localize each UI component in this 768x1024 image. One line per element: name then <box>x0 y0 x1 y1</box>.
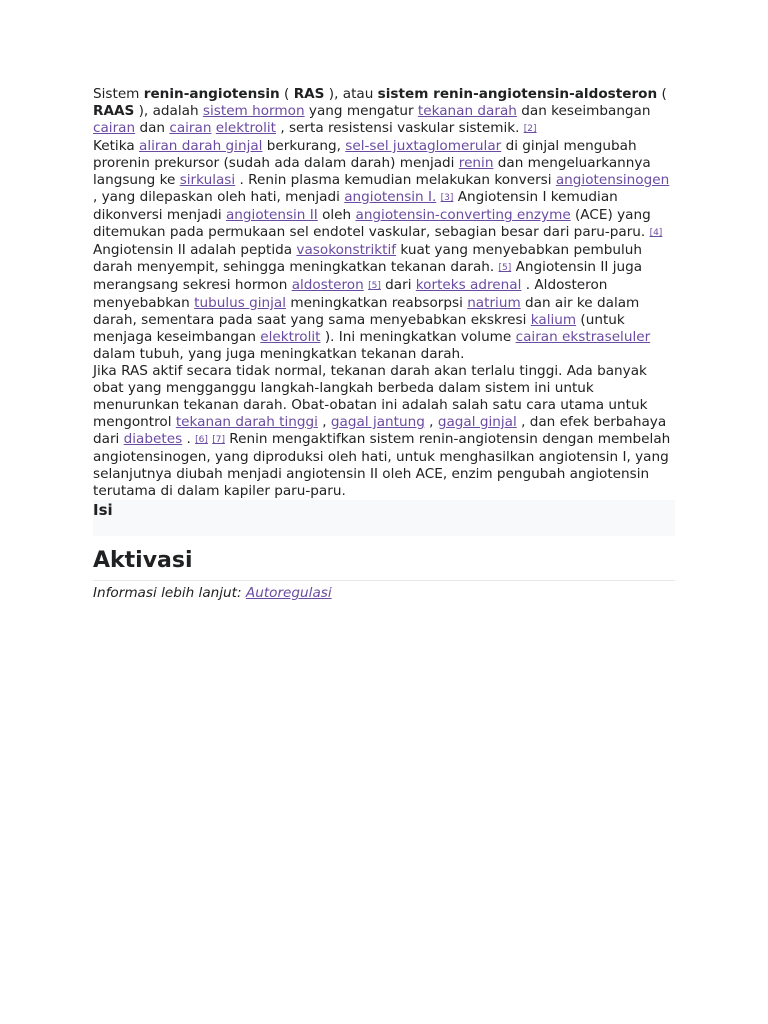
text-run: , yang dilepaskan oleh hati, menjadi <box>93 189 345 205</box>
inline-link[interactable]: diabetes <box>123 431 183 447</box>
text-run: ), atau <box>324 86 378 102</box>
text-run: di ginjal mengubah prorenin prekursor (sudah ada dalam darah) menjadi <box>93 138 637 171</box>
inline-link[interactable]: aliran darah ginjal <box>139 138 263 154</box>
inline-link[interactable]: cairan <box>93 120 136 136</box>
text-run: yang mengatur <box>304 103 418 119</box>
text-run: , <box>424 414 438 430</box>
text-run: meningkatkan reabsorpsi <box>286 295 468 311</box>
inline-link[interactable]: gagal ginjal <box>437 414 517 430</box>
text-run: berkurang, <box>262 138 346 154</box>
text-run: Angiotensin II adalah peptida <box>93 242 297 258</box>
inline-link[interactable]: cairan ekstraseluler <box>515 329 651 345</box>
citation-link[interactable]: [4] <box>649 228 663 238</box>
text-run: . Aldosteron menyebabkan <box>93 277 608 311</box>
inline-link[interactable]: elektrolit <box>260 329 321 345</box>
text-run: . Renin plasma kemudian melakukan konversi <box>235 172 556 188</box>
paragraph-mechanism <box>93 138 675 363</box>
inline-link[interactable]: korteks adrenal <box>415 277 522 293</box>
text-run: dan keseimbangan <box>516 103 651 119</box>
text-run: . <box>182 431 196 447</box>
text-run: , serta resistensi vaskular sistemik. <box>276 120 524 136</box>
text-run: Angiotensin II juga merangsang sekresi hormon <box>93 259 643 293</box>
paragraph-clinical <box>93 363 675 500</box>
inline-link[interactable]: cairan <box>169 120 212 136</box>
inline-link[interactable]: angiotensin I. <box>344 189 437 205</box>
inline-link[interactable]: sel-sel juxtaglomerular <box>345 138 502 154</box>
inline-link[interactable]: renin <box>458 155 494 171</box>
inline-link[interactable]: tekanan darah <box>417 103 517 119</box>
inline-link[interactable]: tubulus ginjal <box>194 295 287 311</box>
bold-term: sistem renin-angiotensin-aldosteron <box>377 86 658 102</box>
text-run: (untuk menjaga keseimbangan <box>93 312 625 345</box>
text-run: kuat yang menyebabkan pembuluh darah menyempit, sehingga meningkatkan tekanan darah. <box>93 242 642 275</box>
text-run: , dan efek berbahaya dari <box>93 414 667 447</box>
inline-link[interactable]: natrium <box>467 295 521 311</box>
hatnote-prefix: Informasi lebih lanjut: <box>93 585 246 601</box>
text-run: dan mengeluarkannya langsung ke <box>93 155 651 188</box>
inline-link[interactable]: angiotensinogen <box>555 172 670 188</box>
citation-link[interactable]: [5] <box>498 263 512 273</box>
inline-link[interactable]: vasokonstriktif <box>296 242 397 258</box>
inline-link[interactable]: angiotensin-converting enzyme <box>355 207 571 223</box>
bold-term: RAS <box>293 86 325 102</box>
paragraph-intro <box>93 86 675 138</box>
inline-link[interactable]: kalium <box>530 312 577 328</box>
text-run: , <box>317 414 331 430</box>
text-run: dan <box>135 120 170 136</box>
inline-link[interactable]: gagal jantung <box>330 414 425 430</box>
text-run: dan air ke dalam darah, sementara pada saat yang sama menyebabkan ekskresi <box>93 295 640 328</box>
inline-link[interactable]: sistem hormon <box>202 103 305 119</box>
inline-link[interactable]: sirkulasi <box>179 172 236 188</box>
hatnote <box>93 584 675 602</box>
text-run: Sistem <box>93 86 144 102</box>
hatnote-link[interactable]: Autoregulasi <box>245 585 332 601</box>
bold-term: renin-angiotensin <box>143 86 280 102</box>
text-run: dalam tubuh, yang juga meningkatkan tekanan darah. <box>93 346 465 362</box>
citation-link[interactable]: [6] <box>195 435 208 445</box>
citation-link[interactable]: [3] <box>440 193 454 203</box>
text-run: Renin mengaktifkan sistem renin-angiotensin dengan membelah angiotensinogen, yang diproduksi oleh hati, untuk menghasilkan angiotensin I, yang selanjutnya diubah menjadi angiotensin II oleh ACE, enzim pengubah angiotensin terutama di dalam kapiler paru-paru. <box>93 431 671 499</box>
section-heading: Aktivasi <box>93 546 675 581</box>
text-run: Angiotensin I kemudian dikonversi menjadi <box>93 189 618 223</box>
inline-link[interactable]: aldosteron <box>291 277 364 293</box>
text-run: oleh <box>317 207 356 223</box>
text-run: ). Ini meningkatkan volume <box>320 329 516 345</box>
text-run: Ketika <box>93 138 139 154</box>
bold-term: RAAS <box>93 103 135 119</box>
text-run: Jika RAS aktif secara tidak normal, tekanan darah akan terlalu tinggi. Ada banyak obat yang mengganggu langkah-langkah berbeda dalam sistem ini untuk menurunkan tekanan darah. Obat-obatan ini adalah salah satu cara utama untuk mengontrol <box>93 363 648 430</box>
text-run: ( <box>657 86 667 102</box>
text-run: dari <box>380 277 416 293</box>
article-body <box>93 86 675 602</box>
citation-link[interactable]: [2] <box>523 124 537 134</box>
inline-link[interactable]: elektrolit <box>215 120 276 136</box>
text-run: (ACE) yang ditemukan pada permukaan sel endotel vaskular, sebagian besar dari paru-paru. <box>93 207 651 240</box>
citation-link[interactable]: [7] <box>212 435 225 445</box>
citation-link[interactable]: [5] <box>368 281 381 291</box>
toc-label: Isi <box>93 501 113 519</box>
inline-link[interactable]: angiotensin II <box>225 207 318 223</box>
text-run: ( <box>279 86 294 102</box>
text-run: ), adalah <box>134 103 203 119</box>
inline-link[interactable]: tekanan darah tinggi <box>175 414 318 430</box>
table-of-contents[interactable] <box>93 500 675 536</box>
